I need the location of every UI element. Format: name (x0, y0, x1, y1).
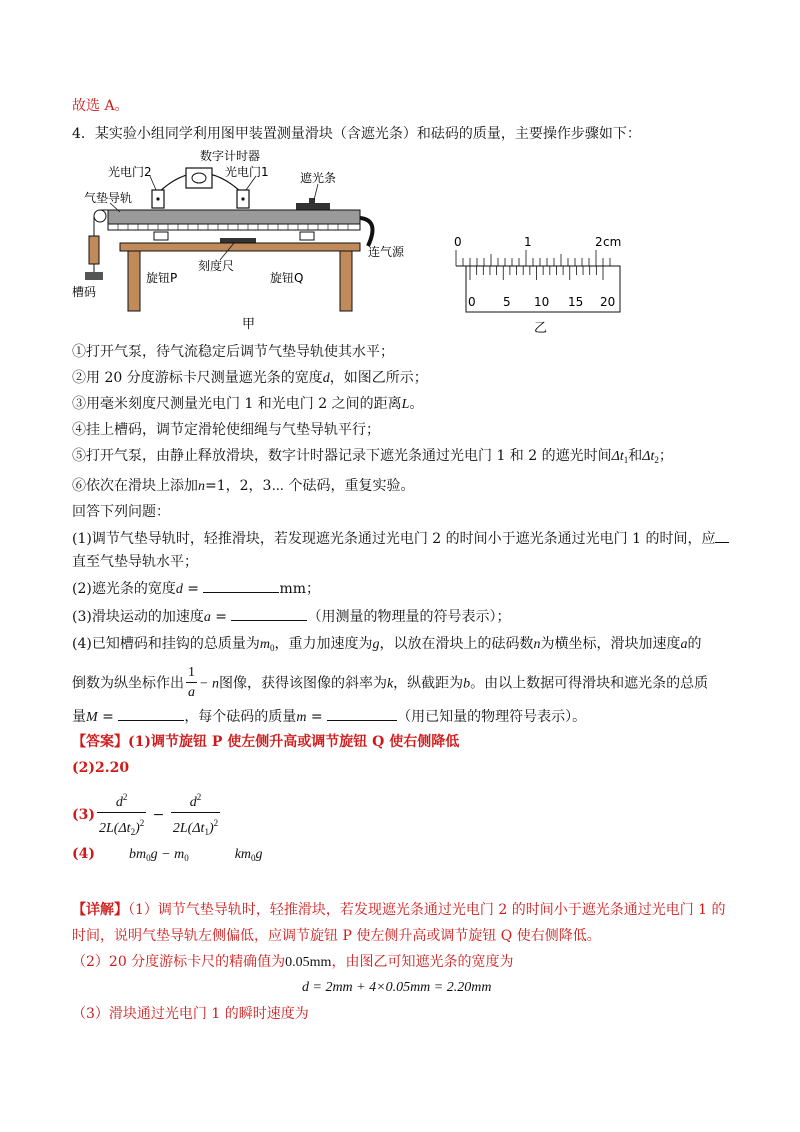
vernier-label-10: 10 (534, 295, 550, 309)
caption-jia: 甲 (242, 317, 256, 332)
detail-line-1 (72, 900, 726, 920)
answer-3-line: (3) $\frac{d^2}{2L(\Delta t_2)^2}$ − $\frac{d^2}{2L(\Delta t_1)^2}$ (72, 788, 222, 842)
q1-line-1 (72, 528, 729, 549)
label-shade: 遮光条 (300, 171, 337, 185)
answer-4-m: $km_0g$ (234, 847, 263, 863)
q4-text-3: ，以放在滑块上的砝码数 (379, 636, 534, 652)
vernier-label-20: 20 (600, 295, 616, 309)
detail-2-tail: ，由图乙可知遮光条的宽度为 (331, 954, 514, 970)
q2-line: (2)遮光条的宽度d = mm； (72, 578, 320, 600)
fraction-one-over-a: $\frac{1}{a}$ (188, 665, 195, 700)
answer-2: (2)2.20 (72, 760, 130, 776)
answer-tag: 【答案】 (72, 734, 128, 750)
detail-line-3 (72, 952, 513, 973)
detail-2-value: 0.05mm (285, 955, 332, 970)
q4-text-1: (4)已知槽码和挂钩的总质量为 (72, 636, 260, 652)
label-timer: 数字计时器 (200, 149, 261, 163)
q4-line-1 (72, 634, 701, 658)
q3-text: (3)滑块运动的加速度 (72, 609, 204, 625)
step-6-text: ⑥依次在滑块上添加 (72, 478, 198, 494)
symbol-a: a (680, 637, 688, 652)
detail-equation: d = 2mm + 4×0.05mm = 2.20mm (302, 980, 492, 995)
symbol-d-eq: d (175, 582, 183, 597)
q2-blank[interactable] (203, 578, 279, 593)
answer-3-frac-2: $\frac{d^2}{2L(\Delta t_1)^2}$ (171, 788, 220, 842)
vernier-label-5: 5 (503, 295, 511, 309)
step-5-text: ⑤打开气泵，由静止释放滑块，数字计时器记录下遮光条通过光电门 1 和 2 的遮光时间 (72, 448, 612, 464)
detail-1a: （1）调节气垫导轨时，轻推滑块，若发现遮光条通过光电门 2 的时间小于遮光条通过光电门 1 的 (128, 902, 726, 918)
answer-4-line (72, 844, 263, 868)
step-5-and: 和 (628, 448, 643, 464)
step-3 (72, 394, 423, 415)
step-2-text: ②用 20 分度游标卡尺测量遮光条的宽度 (72, 370, 323, 386)
main-scale-label-0: 0 (454, 235, 462, 249)
step-4: ④挂上槽码，调节定滑轮使细绳与气垫导轨平行； (72, 422, 380, 438)
q4-text-7: 图像，获得该图像的斜率为 (218, 675, 387, 692)
q4-text-9: 。由以上数据可得滑块和遮光条的总质 (470, 675, 709, 692)
step-5-tail: ； (658, 448, 673, 464)
q4-text-4: 为横坐标，滑块加速度 (540, 636, 681, 652)
symbol-a-eq: a (203, 610, 211, 625)
detail-line-5: （3）滑块通过光电门 1 的瞬时速度为 (72, 1006, 309, 1022)
q4-blank-m[interactable] (327, 706, 397, 721)
symbol-dt2: $\Delta t_2$ (642, 449, 659, 465)
q4-text-8: ，纵截距为 (393, 675, 464, 692)
answer-4-label: (4) (72, 846, 95, 862)
detail-tag: 【详解】 (72, 902, 128, 918)
label-source: 连气源 (368, 245, 405, 259)
label-gate2: 光电门2 (108, 165, 152, 179)
step-6-tail: ，2，3⋯ 个砝码，重复实验。 (225, 478, 415, 494)
label-weight: 槽码 (72, 285, 97, 299)
label-ruler: 刻度尺 (198, 259, 235, 273)
caption-yi: 乙 (534, 321, 548, 336)
vernier-label-15: 15 (568, 295, 584, 309)
q3-tail: （用测量的物理量的符号表示）； (307, 609, 511, 625)
symbol-g: g (372, 637, 380, 652)
label-knob-p: 旋钮P (146, 271, 178, 285)
q1-line-2: 直至气垫导轨水平； (72, 554, 198, 570)
symbol-dt1: $\Delta t_1$ (611, 449, 629, 465)
scale-unit: cm (603, 235, 622, 249)
main-scale-label-2: 2 (595, 235, 603, 249)
symbol-m-big: M (86, 710, 98, 725)
answer-4-m-big: $bm_0g - m_0$ (129, 847, 189, 863)
main-scale-label-1: 1 (524, 235, 532, 249)
symbol-m: m (296, 710, 307, 725)
q4-text-2: ，重力加速度为 (274, 636, 373, 652)
q3-line: (3)滑块运动的加速度a = （用测量的物理量的符号表示）； (72, 606, 510, 628)
q1-blank[interactable] (715, 528, 729, 543)
answer-1: (1)调节旋钮 P 使左侧升高或调节旋钮 Q 使右侧降低 (128, 734, 460, 750)
answer-3-frac-1: $\frac{d^2}{2L(\Delta t_2)^2}$ (97, 788, 146, 842)
symbol-m0: $m_0$ (259, 637, 275, 653)
step-6: ⑥依次在滑块上添加n=1，2，3⋯ 个砝码，重复实验。 (72, 478, 415, 494)
q4-text-12: （用已知量的物理符号表示）。 (397, 709, 587, 725)
step-2-tail: ，如图乙所示； (329, 370, 428, 386)
step-3-tail: 。 (409, 396, 424, 412)
answer-3-label: (3) (72, 807, 95, 823)
detail-line-2: 时间，说明气垫导轨左侧偏低，应调节旋钮 P 使左侧升高或调节旋钮 Q 使右侧降低。 (72, 928, 601, 944)
q4-text-10: 量 (72, 709, 86, 725)
step-2 (72, 368, 428, 389)
q4-text-6: 倒数为纵坐标作出 (72, 675, 184, 692)
question-number: 4． (72, 126, 95, 142)
symbol-k: k (386, 676, 394, 692)
label-knob-q: 旋钮Q (270, 271, 304, 285)
step-5 (72, 446, 673, 470)
detail-2: （2）20 分度游标卡尺的精确值为 (72, 954, 286, 970)
symbol-b: b (463, 676, 471, 692)
prev-answer: 故选 A。 (72, 98, 129, 114)
q2-text: (2)遮光条的宽度 (72, 581, 176, 597)
q4-line-2: 倒数为纵坐标作出 $\frac{1}{a}$ − n图像，获得该图像的斜率为k，纵截距为b。由以上数据可得滑块和遮光条的总质 (72, 664, 708, 703)
symbol-d: d (322, 371, 330, 386)
q2-unit: mm； (279, 581, 321, 597)
q4-line-3: 量M = ，每个砝码的质量m = （用已知量的物理符号表示）。 (72, 706, 586, 728)
symbol-l: L (401, 397, 410, 412)
figure-jia (70, 148, 450, 338)
symbol-n-eq-1: n (198, 479, 205, 494)
q4-blank-m-big[interactable] (118, 706, 184, 721)
q1-text: (1)调节气垫导轨时，轻推滑块，若发现遮光条通过光电门 2 的时间小于遮光条通过光电门 1 的时间，应 (72, 531, 716, 547)
answer-line-1 (72, 732, 459, 752)
label-rail: 气垫导轨 (84, 191, 133, 205)
question-intro-text: 某实验小组同学利用图甲装置测量滑块（含遮光条）和砝码的质量，主要操作步骤如下： (94, 126, 641, 142)
prompt: 回答下列问题： (72, 504, 170, 520)
q3-blank[interactable] (231, 606, 307, 621)
question-intro (72, 124, 641, 144)
label-gate1: 光电门1 (225, 165, 269, 179)
vernier-label-0: 0 (468, 295, 476, 309)
symbol-n: n (533, 637, 541, 652)
q4-text-11: ，每个砝码的质量 (184, 709, 297, 725)
figure-yi (448, 232, 628, 338)
step-3-text: ③用毫米刻度尺测量光电门 1 和光电门 2 之间的距离 (72, 396, 402, 412)
step-1: ①打开气泵，待气流稳定后调节气垫导轨使其水平； (72, 344, 394, 360)
q4-text-5: 的 (687, 636, 702, 652)
